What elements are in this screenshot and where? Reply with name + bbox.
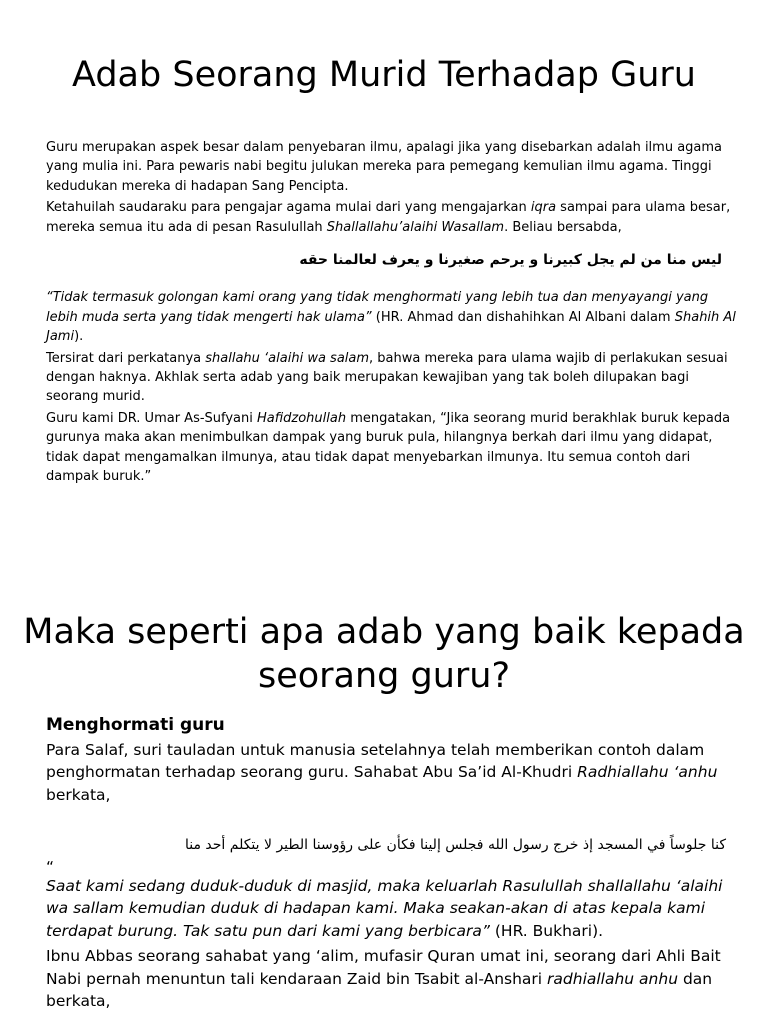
italic-run: “Tidak termasuk golongan kami orang yang tidak menghormati yang lebih tua dan menyayangi yang lebih muda serta yang tidak mengerti hak ulama”: [46, 290, 709, 325]
arabic-hadith: ليس منا من لم يجل كبيرنا و يرحم صغيرنا و يعرف لعالمنا حقه: [299, 252, 722, 269]
slide-1-body: [46, 138, 736, 489]
italic-run: Radhiallahu ‘anhu: [577, 763, 718, 781]
slide-2-body: [46, 714, 736, 1016]
text-run: . Beliau bersabda,: [504, 219, 622, 235]
text-run: Para Salaf, suri tauladan untuk manusia setelahnya telah memberikan contoh dalam penghormatan terhadap seorang guru. Sahabat Abu Sa’id Al-Khudri: [46, 740, 705, 781]
paragraph-intro-text: Guru merupakan aspek besar dalam penyebaran ilmu, apalagi jika yang disebarkan adalah ilmu agama yang mulia ini. Para pewaris nabi begitu julukan mereka para pemegang kemulian ilmu agama. Tinggi kedudukan mereka di hadapan Sang Pencipta.: [46, 140, 723, 194]
paragraph-translation: [46, 288, 736, 346]
italic-run: shallahu ‘alaihi wa salam: [205, 350, 370, 366]
slide-2: [0, 584, 768, 1024]
text-run: , bahwa mereka para ulama wajib di perlakukan sesuai dengan haknya. Akhlak serta adab yang baik merupakan kewajiban yang tak boleh dilupakan bagi seorang murid.: [46, 350, 728, 405]
slide-2-title: Maka seperti apa adab yang baik kepada seorang guru?: [23, 612, 745, 696]
paragraph-pengajar: [46, 198, 736, 237]
text-run: dan berkata,: [46, 969, 713, 1010]
text-run: (HR. Ahmad dan dishahihkan Al Albani dalam: [371, 309, 675, 325]
text-run: sampai para ulama besar, mereka semua itu ada di pesan Rasulullah: [46, 200, 731, 235]
text-run: (HR. Bukhari).: [489, 921, 604, 940]
paragraph-guru-kami: [46, 409, 736, 487]
paragraph-translation: [46, 875, 736, 943]
text-run: Tersirat dari perkatanya: [46, 350, 206, 366]
paragraph-ibnu-abbas: [46, 945, 736, 1013]
text-run: Ketahuilah saudaraku para pengajar agama mulai dari yang mengajarkan: [46, 200, 531, 216]
italic-run: Shallallahu’alaihi Wasallam: [326, 219, 505, 235]
paragraph-intro: [46, 138, 736, 196]
text-run: Ibnu Abbas seorang sahabat yang ‘alim, mufasir Quran umat ini, seorang dari Ahli Bait Nabi pernah menuntun tali kendaraan Zaid bin Tsabit al-Anshari: [46, 947, 721, 988]
arabic-hadith: كنا جلوساً في المسجد إذ خرج رسول الله فجلس إلينا فكأن على رؤوسنا الطير لا يتكلم أحد منا: [184, 837, 726, 853]
quote-mark: “: [46, 857, 55, 876]
text-run: Guru kami DR. Umar As-Sufyani: [46, 410, 258, 426]
section-heading: Menghormati guru: [46, 715, 225, 735]
italic-run: Hafidzohullah: [257, 410, 347, 426]
paragraph-salaf: [46, 739, 736, 807]
italic-run: radhiallahu anhu: [547, 969, 679, 988]
text-run: ).: [74, 329, 84, 345]
text-run: mengatakan, “Jika seorang murid berakhlak buruk kepada gurunya maka akan menimbulkan dampak yang buruk pula, hilangnya berkah dari ilmu yang didapat, tidak dapat mengamalkan ilmunya, atau tidak dapat menyebarkan ilmunya. Itu semua contoh dari dampak buruk.”: [46, 410, 731, 485]
paragraph-tersirat: [46, 349, 736, 407]
italic-run: iqra: [530, 200, 557, 216]
text-run: berkata,: [46, 785, 111, 804]
slide-1-title: Adab Seorang Murid Terhadap Guru: [72, 55, 696, 95]
italic-run: Saat kami sedang duduk-duduk di masjid, maka keluarlah Rasulullah shallallahu ‘alaihi wa sallam kemudian duduk di hadapan kami. Maka seakan-akan di atas kepala kami terdapat burung. Tak satu pun dari kami yang berbicara”: [46, 876, 723, 940]
italic-run: Shahih Al Jami: [46, 309, 736, 345]
